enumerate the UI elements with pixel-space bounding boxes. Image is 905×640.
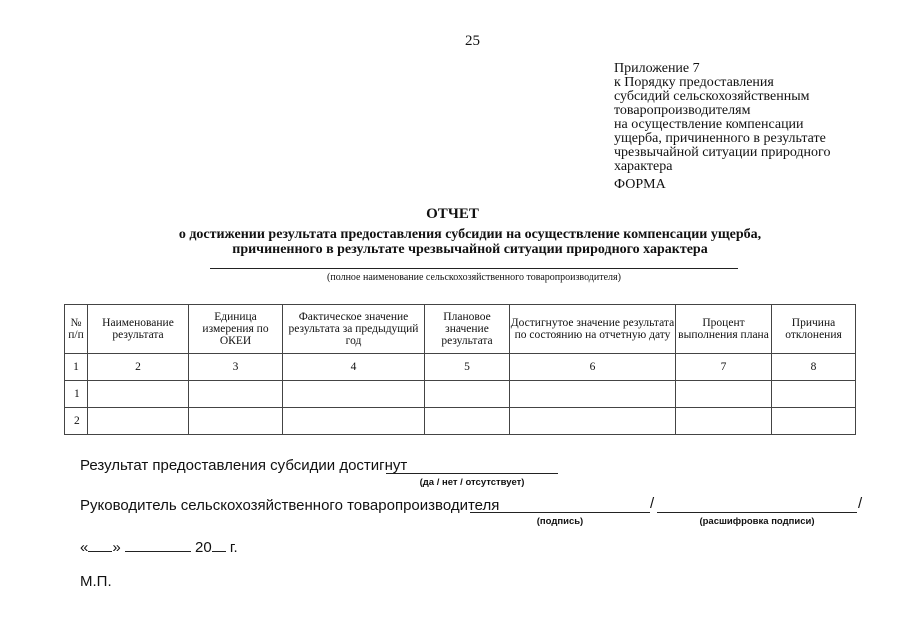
producer-name-caption: (полное наименование сельскохозяйственного товаропроизводителя) <box>327 272 621 283</box>
slash-separator: / <box>650 495 655 512</box>
appendix-line: субсидий сельскохозяйственным <box>614 89 810 104</box>
signature-caption: (подпись) <box>536 516 584 527</box>
date-year-field[interactable] <box>212 537 226 552</box>
column-number: 8 <box>772 354 856 381</box>
table-cell[interactable] <box>283 381 425 408</box>
table-cell[interactable] <box>189 381 283 408</box>
table-cell[interactable] <box>88 381 189 408</box>
appendix-line: на осуществление компенсации <box>614 117 804 132</box>
report-title: ОТЧЕТ <box>426 206 479 222</box>
column-number: 6 <box>510 354 676 381</box>
table-cell[interactable] <box>425 408 510 435</box>
table-cell[interactable] <box>510 381 676 408</box>
report-subtitle-line1: о достижении результата предоставления субсидии на осуществление компенсации ущерба, <box>178 227 762 242</box>
producer-name-field[interactable] <box>210 268 738 269</box>
date-close-quote: » <box>112 539 121 556</box>
result-label: Результат предоставления субсидии достигнут <box>80 457 408 474</box>
table-cell[interactable] <box>189 408 283 435</box>
stamp-label: М.П. <box>80 573 112 590</box>
table-cell[interactable] <box>283 408 425 435</box>
column-number: 2 <box>88 354 189 381</box>
header-cell: Плановое значение результата <box>425 305 510 354</box>
result-caption: (да / нет / отсутствует) <box>419 477 525 488</box>
decoding-caption: (расшифровка подписи) <box>699 516 815 527</box>
head-label: Руководитель сельскохозяйственного товаропроизводителя <box>80 497 500 514</box>
table-cell[interactable] <box>510 408 676 435</box>
date-line <box>80 537 238 556</box>
appendix-line: к Порядку предоставления <box>614 75 774 90</box>
report-subtitle-line2: причиненного в результате чрезвычайной ситуации природного характера <box>232 242 708 257</box>
page-number: 25 <box>465 33 480 49</box>
result-field[interactable] <box>386 473 558 474</box>
appendix-line: чрезвычайной ситуации природного <box>614 145 831 160</box>
header-cell: Процент выполнения плана <box>676 305 772 354</box>
date-month-field[interactable] <box>125 537 191 552</box>
appendix-line: характера <box>614 159 673 174</box>
column-number: 7 <box>676 354 772 381</box>
appendix-line: ущерба, причиненного в результате <box>614 131 826 146</box>
date-open-quote: « <box>80 539 89 556</box>
table-cell[interactable] <box>772 408 856 435</box>
table-cell[interactable] <box>425 381 510 408</box>
table-header-row <box>65 305 856 354</box>
results-table <box>64 304 856 435</box>
form-label: ФОРМА <box>614 177 666 192</box>
column-number: 3 <box>189 354 283 381</box>
header-cell: Фактическое значение результата за предыдущий год <box>283 305 425 354</box>
appendix-title: Приложение 7 <box>614 61 700 76</box>
column-number: 5 <box>425 354 510 381</box>
table-cell[interactable] <box>676 381 772 408</box>
slash-separator: / <box>858 495 863 512</box>
header-cell: № п/п <box>65 305 88 354</box>
date-year-prefix: 20 <box>195 539 212 556</box>
column-number-row <box>65 354 856 381</box>
header-cell: Наименование результата <box>88 305 189 354</box>
table-row <box>65 381 856 408</box>
date-year-suffix: г. <box>229 539 238 556</box>
signature-field[interactable] <box>470 512 650 513</box>
appendix-line: товаропроизводителям <box>614 103 751 118</box>
table-cell[interactable] <box>772 381 856 408</box>
column-number: 4 <box>283 354 425 381</box>
row-index: 2 <box>65 408 88 435</box>
signature-decoding-field[interactable] <box>657 512 857 513</box>
column-number: 1 <box>65 354 88 381</box>
table-cell[interactable] <box>676 408 772 435</box>
appendix-block <box>614 62 874 174</box>
report-subtitle <box>150 227 790 257</box>
table-cell[interactable] <box>88 408 189 435</box>
row-index: 1 <box>65 381 88 408</box>
header-cell: Достигнутое значение результата по состоянию на отчетную дату <box>510 305 676 354</box>
date-day-field[interactable] <box>88 537 112 552</box>
header-cell: Единица измерения по ОКЕИ <box>189 305 283 354</box>
header-cell: Причина отклонения <box>772 305 856 354</box>
table-row <box>65 408 856 435</box>
